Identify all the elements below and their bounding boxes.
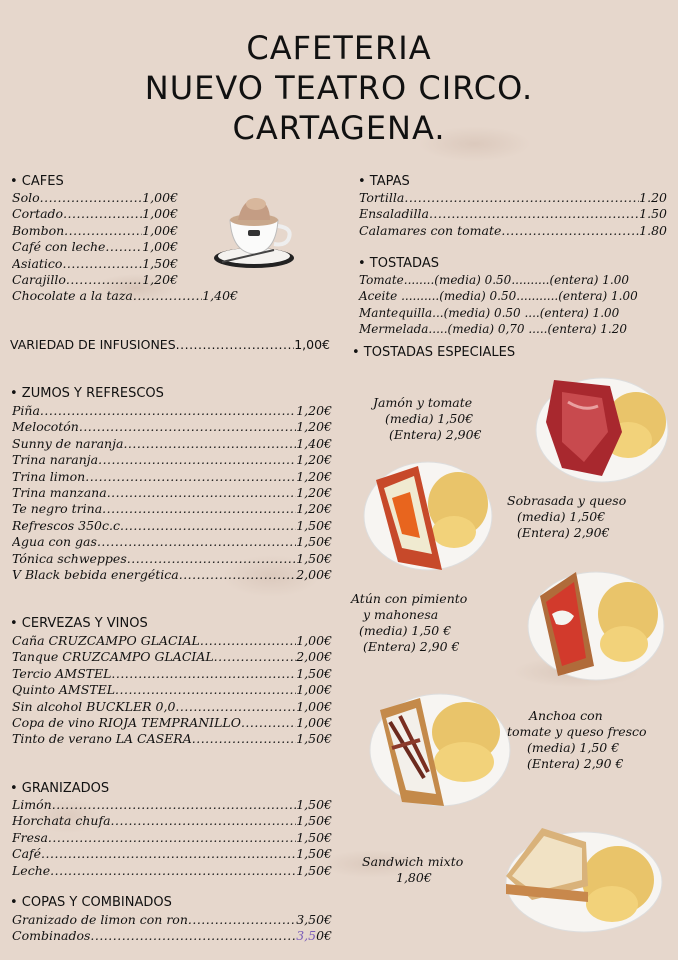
jamon-tostada-image xyxy=(532,372,670,484)
list-item: Piña ..... 1,20€ xyxy=(12,403,332,419)
list-item: Fresa ..... 1,50€ xyxy=(12,830,332,846)
list-item: Café con leche ..... 1,00€ xyxy=(12,239,178,255)
title-line-3: CARTAGENA. xyxy=(232,109,446,147)
list-item: Agua con gas ..... 1,50€ xyxy=(12,534,332,550)
list-item: Combinados ..... 3,50€ xyxy=(12,928,332,944)
tapas-list xyxy=(359,190,667,239)
list-item: Copa de vino RIOJA TEMPRANILLO ..... 1,00€ xyxy=(12,715,332,731)
list-item: Café ..... 1,50€ xyxy=(12,846,332,862)
list-item: Mermelada.....(media) 0,70 .....(entera) 1.20 xyxy=(359,322,627,337)
list-item: Calamares con tomate ..... 1.80 xyxy=(359,223,667,239)
granizados-heading: • GRANIZADOS xyxy=(10,781,110,796)
list-item: Trina naranja ..... 1,20€ xyxy=(12,452,332,468)
zumos-heading: • ZUMOS Y REFRESCOS xyxy=(10,386,164,401)
sandwich-caption: Sandwich mixto 1,80€ xyxy=(362,854,464,885)
especiales-heading: • TOSTADAS ESPECIALES xyxy=(352,345,516,360)
list-item: Asiatico ..... 1,50€ xyxy=(12,256,178,272)
highlighted-price: 3,5 xyxy=(296,928,317,944)
copas-list xyxy=(12,912,332,945)
list-item: Mantequilla...(media) 0.50 ....(entera) 1.00 xyxy=(359,305,620,320)
list-item: Sin alcohol BUCKLER 0,0 ..... 1,00€ xyxy=(12,699,332,715)
sandwich-mixto-image xyxy=(502,822,664,936)
title-line-2: NUEVO TEATRO CIRCO. xyxy=(144,69,534,107)
cervezas-list xyxy=(12,633,332,748)
sobrasada-caption: Sobrasada y queso (media) 1,50€ (Entera) 2,90€ xyxy=(507,493,627,540)
tostadas-list xyxy=(359,272,677,338)
atun-tostada-image xyxy=(524,566,668,684)
zumos-list xyxy=(12,403,332,583)
list-item: Horchata chufa ..... 1,50€ xyxy=(12,813,332,829)
list-item: Refrescos 350c.c ..... 1,50€ xyxy=(12,518,332,534)
list-item: Cortado ..... 1,00€ xyxy=(12,206,178,222)
list-item: Caña CRUZCAMPO GLACIAL ..... 1,00€ xyxy=(12,633,332,649)
list-item: Tanque CRUZCAMPO GLACIAL ..... 2,00€ xyxy=(12,649,332,665)
list-item: Sunny de naranja ..... 1,40€ xyxy=(12,436,332,452)
tostadas-heading: • TOSTADAS xyxy=(358,256,439,271)
list-item: Tinto de verano LA CASERA ..... 1,50€ xyxy=(12,731,332,747)
list-item: Te negro trina ..... 1,20€ xyxy=(12,501,332,517)
list-item: Leche ..... 1,50€ xyxy=(12,863,332,879)
list-item: Tortilla ..... 1.20 xyxy=(359,190,667,206)
sobrasada-tostada-image xyxy=(362,458,496,574)
anchoa-tostada-image xyxy=(366,688,514,812)
list-item: Aceite ..........(media) 0.50...........(entera) 1.00 xyxy=(359,289,638,304)
title-line-1: CAFETERIA xyxy=(246,29,432,67)
cafes-heading: • CAFES xyxy=(10,174,64,189)
atun-caption: Atún con pimiento y mahonesa (media) 1,50 € (Entera) 2,90 € xyxy=(351,591,468,654)
tapas-heading: • TAPAS xyxy=(358,174,410,189)
list-item: Limón ..... 1,50€ xyxy=(12,797,332,813)
list-item: Trina manzana ..... 1,20€ xyxy=(12,485,332,501)
jamon-caption: Jamón y tomate (media) 1,50€ (Entera) 2,90€ xyxy=(373,395,482,442)
page-title xyxy=(0,28,678,148)
coffee-cup-icon xyxy=(212,190,302,276)
list-item: Carajillo ..... 1,20€ xyxy=(12,272,178,288)
list-item: Chocolate a la taza ..... 1,40€ xyxy=(12,288,238,304)
list-item: Tomate........(media) 0.50..........(entera) 1.00 xyxy=(359,273,630,287)
list-item: Granizado de limon con ron ..... 3,50€ xyxy=(12,912,332,928)
list-item: Solo ..... 1,00€ xyxy=(12,190,178,206)
cafes-list xyxy=(12,190,238,305)
list-item: Tónica schweppes ..... 1,50€ xyxy=(12,551,332,567)
copas-heading: • COPAS Y COMBINADOS xyxy=(10,895,172,910)
list-item: Ensaladilla ..... 1.50 xyxy=(359,206,667,222)
list-item: Melocotón ..... 1,20€ xyxy=(12,419,332,435)
list-item: Trina limon ..... 1,20€ xyxy=(12,469,332,485)
granizados-list xyxy=(12,797,332,879)
infusiones-row: VARIEDAD DE INFUSIONES ..... 1,00€ xyxy=(10,337,330,353)
list-item: V Black bebida energética ..... 2,00€ xyxy=(12,567,332,583)
list-item: Bombon ..... 1,00€ xyxy=(12,223,178,239)
cervezas-heading: • CERVEZAS Y VINOS xyxy=(10,616,148,631)
list-item: Quinto AMSTEL ..... 1,00€ xyxy=(12,682,332,698)
anchoa-caption: Anchoa con tomate y queso fresco (media) 1,50 € (Entera) 2,90 € xyxy=(507,708,647,771)
list-item: Tercio AMSTEL ..... 1,50€ xyxy=(12,666,332,682)
